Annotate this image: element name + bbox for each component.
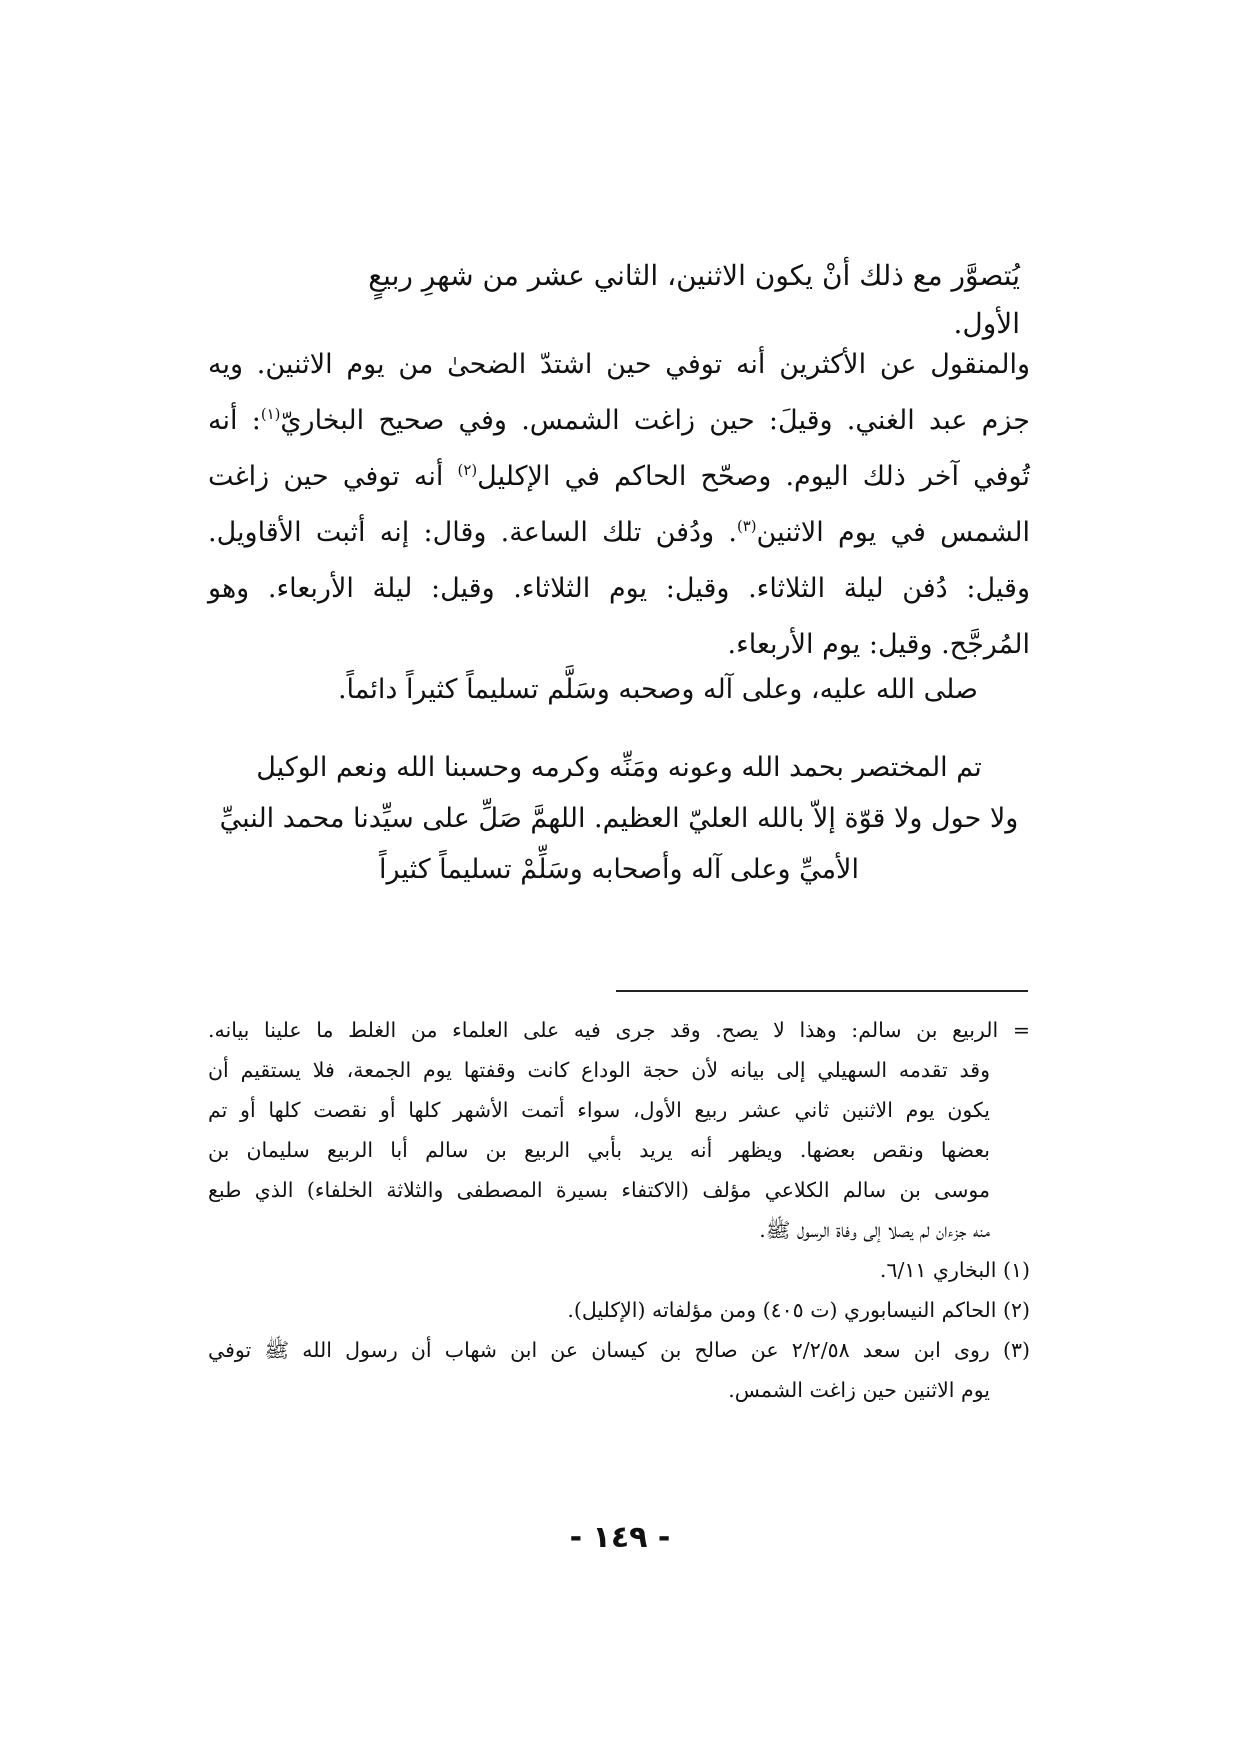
- footnotes: [208, 1010, 1030, 1410]
- footnote-3-continued: يوم الاثنين حين زاغت الشمس.: [728, 1378, 990, 1402]
- closing-colophon: [208, 742, 1030, 895]
- closing-line: الأميِّ وعلى آله وأصحابه وسَلِّمْ تسليماً كثيراً: [379, 854, 859, 885]
- text-segment: . ودُفن تلك الساعة. وقال: إنه أثبت الأقاويل.: [208, 517, 737, 548]
- text-line: والمنقول عن الأكثرين أنه توفي حين اشتدّ الضحىٰ من يوم الاثنين. ويه: [208, 349, 1030, 380]
- footnote-3: (٣) روى ابن سعد ٢/٢/٥٨ عن صالح بن كيسان عن ابن شهاب أن رسول الله ﷺ توفي: [208, 1338, 1030, 1362]
- footnote-line: بعضها ونقص بعضها. ويظهر أنه يريد بأبي الربيع بن سالم أبا الربيع سليمان بن: [208, 1138, 990, 1162]
- text-line: [208, 505, 1030, 561]
- text-segment: جزم عبد الغني. وقيلَ: حين زاغت الشمس. وفي صحيح البخاريّ: [280, 405, 1030, 436]
- closing-line: تم المختصر بحمد الله وعونه ومَنِّه وكرمه وحسبنا الله ونعم الوكيل: [256, 752, 982, 783]
- text-line: [208, 449, 1030, 505]
- footnote-ref-2: (٢): [457, 461, 478, 479]
- salutation-line: صلى الله عليه، وعلى آله وصحبه وسَلَّم تسليماً كثيراً دائماً.: [337, 674, 978, 705]
- closing-line: ولا حول ولا قوّة إلاّ بالله العليّ العظيم. اللهمَّ صَلِّ على سيِّدنا محمد النبيِّ: [219, 803, 1019, 834]
- footnote-separator: [616, 990, 1028, 992]
- footnote-2: (٢) الحاكم النيسابوري (ت ٤٠٥) ومن مؤلفاته (الإكليل).: [567, 1298, 1030, 1322]
- main-paragraph: [208, 337, 1030, 673]
- footnote-line: موسى بن سالم الكلاعي مؤلف (الاكتفاء بسيرة المصطفى والثلاثة الخلفاء) الذي طبع: [208, 1178, 990, 1202]
- footnote-ref-3: (٣): [736, 517, 757, 535]
- text-line: [208, 393, 1030, 449]
- footnote-ref-1: (١): [260, 405, 281, 423]
- page-number: - ١٤٩ -: [569, 1520, 671, 1555]
- footnote-line: وقد تقدمه السهيلي إلى بيانه لأن حجة الوداع كانت وقفتها يوم الجمعة، فلا يستقيم أن: [208, 1058, 990, 1082]
- text-segment: تُوفي آخر ذلك اليوم. وصحّح الحاكم في الإكليل: [477, 461, 1030, 492]
- footnote-line: يكون يوم الاثنين ثاني عشر ربيع الأول، سواء أتمت الأشهر كلها أو نقصت كلها أو تم: [208, 1098, 990, 1122]
- footnote-line: منه جزءان لم يصلا إلى وفاة الرسول ﷺ.: [759, 1218, 990, 1242]
- text-segment: : أنه: [208, 405, 261, 436]
- text-line: المُرجَّح. وقيل: يوم الأربعاء.: [727, 629, 1030, 660]
- opening-line: يُتصوَّر مع ذلك أنْ يكون الاثنين، الثاني عشر من شهرِ ربيعٍ الأول.: [368, 259, 1020, 340]
- text-segment: الشمس في يوم الاثنين: [756, 517, 1030, 548]
- text-segment: أنه توفي حين زاغت: [208, 461, 458, 492]
- text-line: وقيل: دُفن ليلة الثلاثاء. وقيل: يوم الثلاثاء. وقيل: ليلة الأربعاء. وهو: [208, 573, 1030, 604]
- footnote-line: = الربيع بن سالم: وهذا لا يصح. وقد جرى فيه على العلماء من الغلط ما علينا بيانه.: [208, 1018, 1030, 1042]
- footnote-1: (١) البخاري ٦/١١.: [879, 1258, 1030, 1282]
